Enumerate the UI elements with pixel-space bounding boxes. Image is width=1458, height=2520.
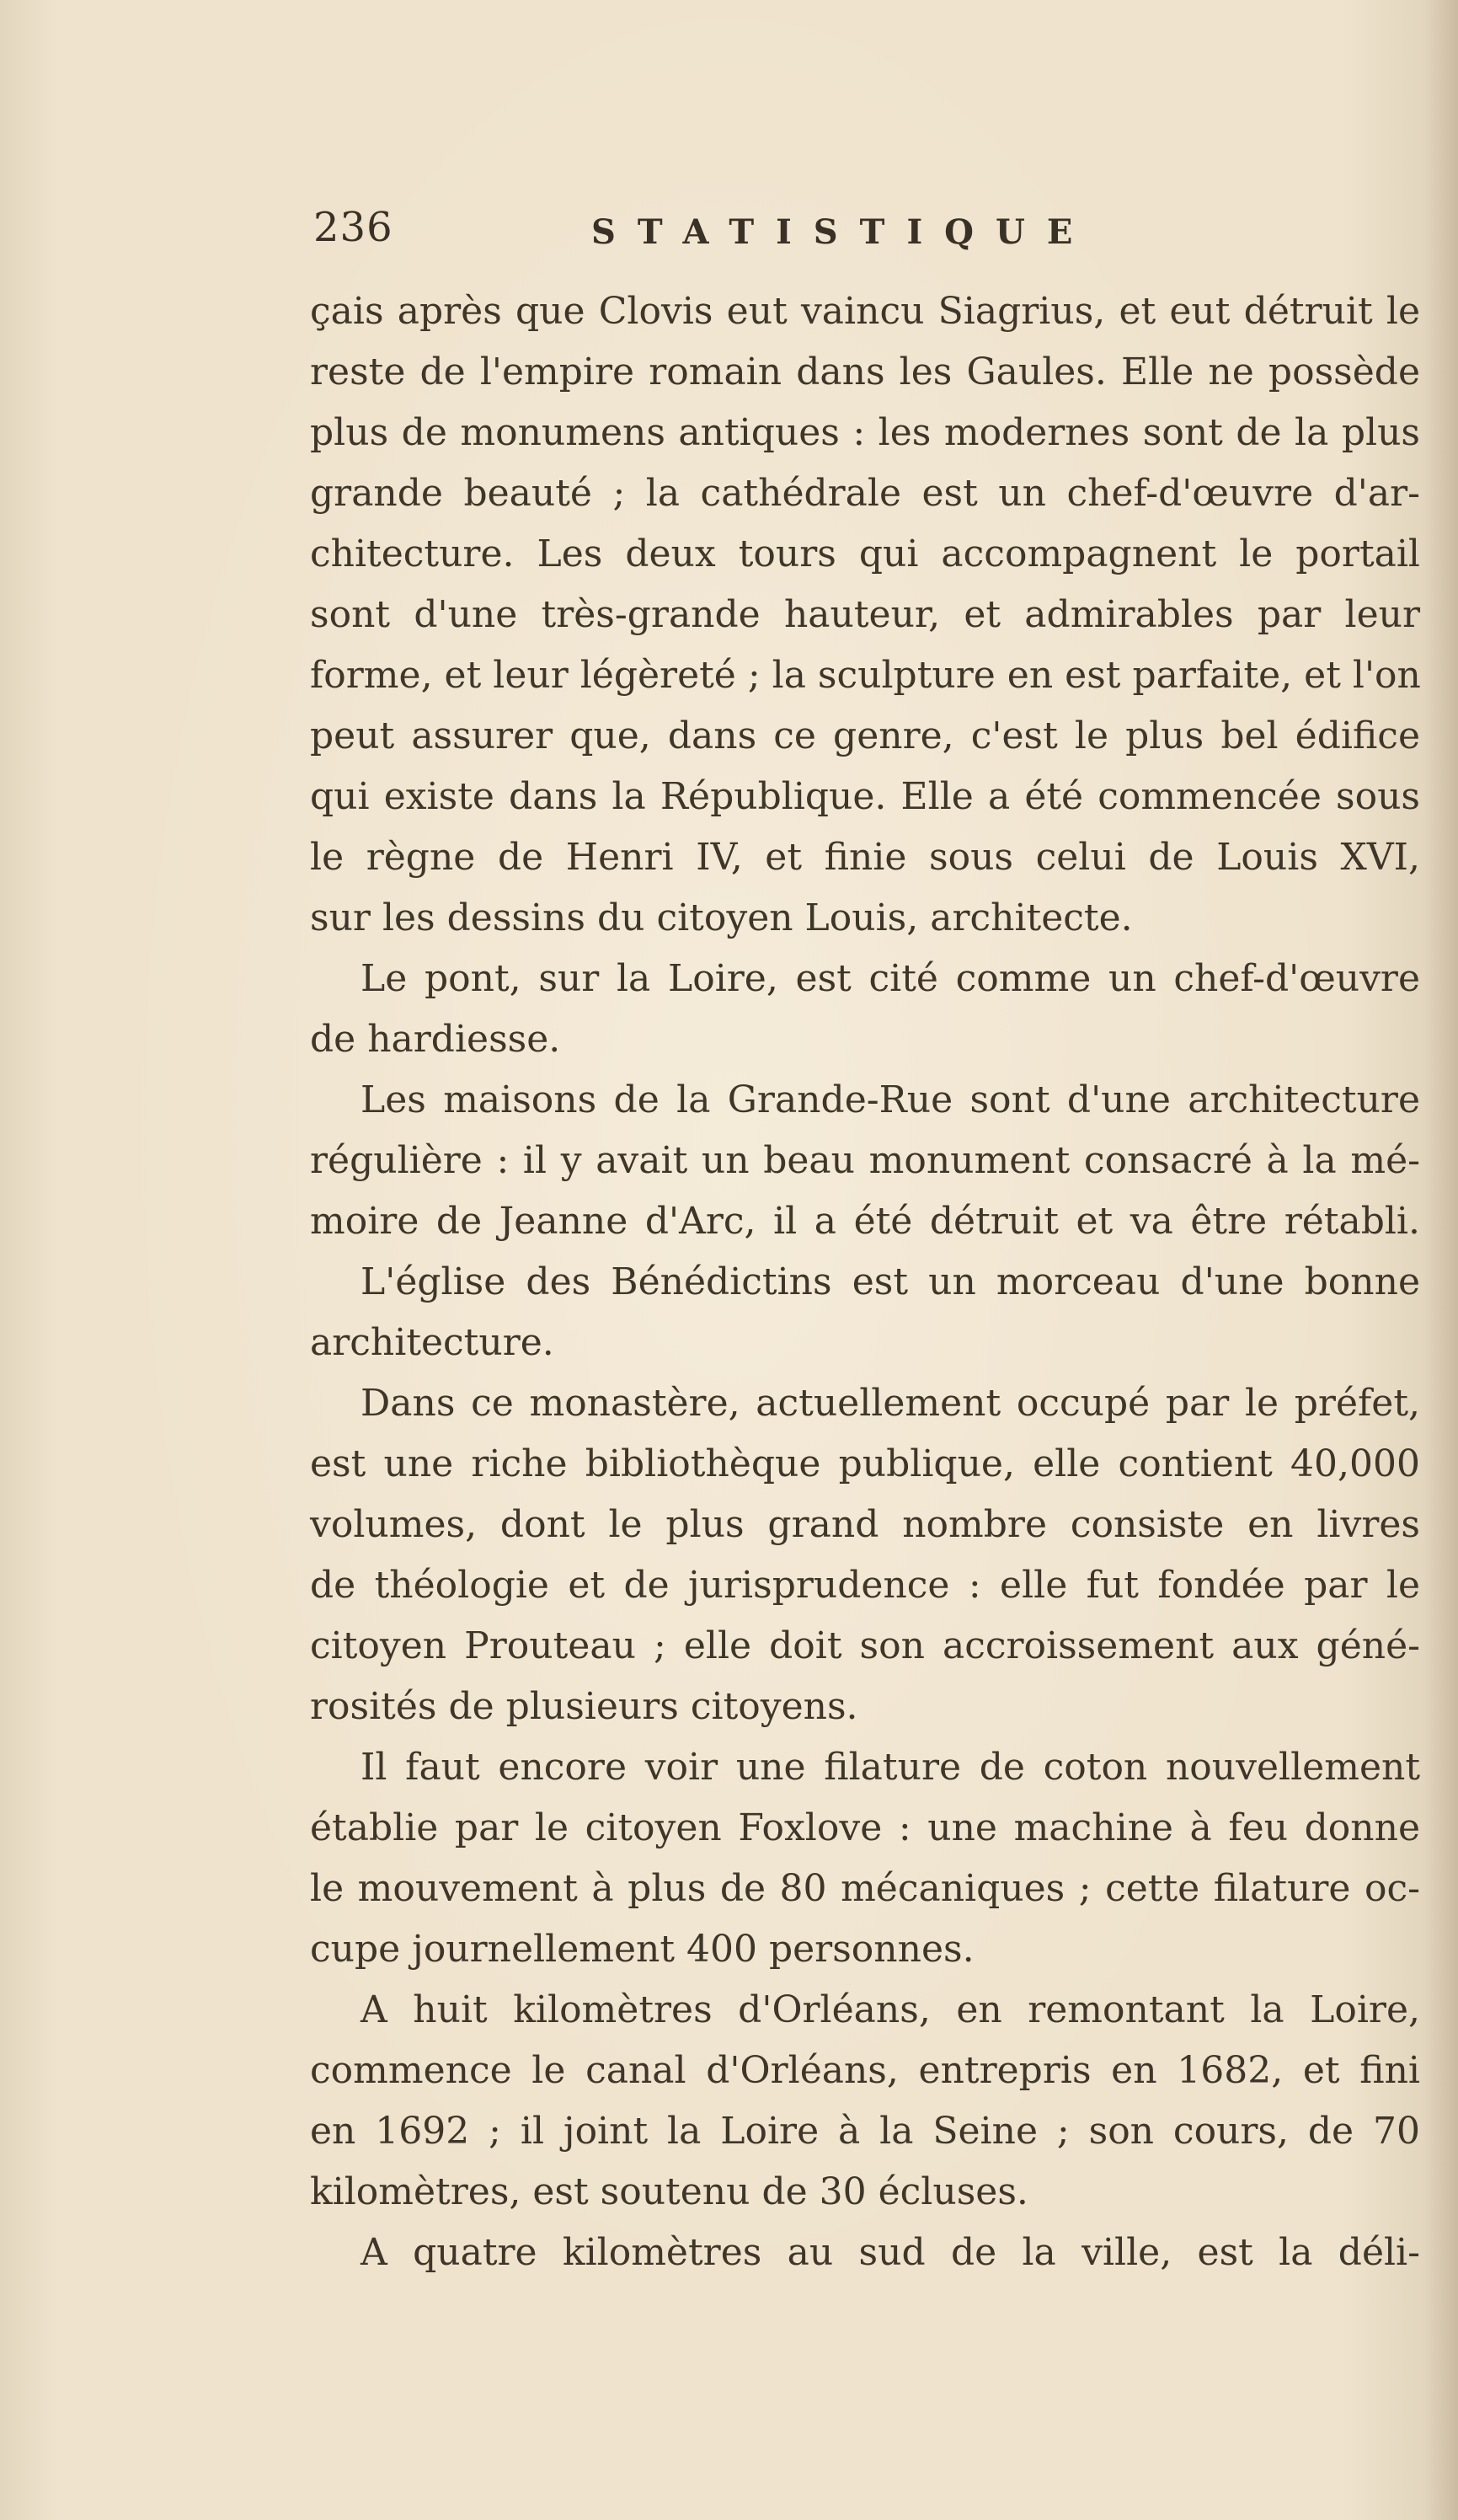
text-line: établie par le citoyen Foxlove : une machine à feu donne: [310, 1806, 1420, 1849]
text-line: Dans ce monastère, actuellement occupé par le préfet,: [360, 1382, 1420, 1425]
text-line: Il faut encore voir une filature de coton nouvellement: [360, 1746, 1420, 1789]
text-line: de théologie et de jurisprudence : elle fut fondée par le: [310, 1564, 1420, 1607]
text-line: L'église des Bénédictins est un morceau d'une bonne: [360, 1260, 1420, 1303]
text-line: régulière : il y avait un beau monument consacré à la mé-: [310, 1139, 1420, 1182]
text-line: sur les dessins du citoyen Louis, architecte.: [310, 896, 1133, 939]
text-line: volumes, dont le plus grand nombre consiste en livres: [310, 1503, 1420, 1546]
text-line: est une riche bibliothèque publique, elle contient 40,000: [310, 1442, 1420, 1485]
text-line: A huit kilomètres d'Orléans, en remontant la Loire,: [360, 1988, 1420, 2031]
text-line: çais après que Clovis eut vaincu Siagrius, et eut détruit le: [310, 290, 1420, 333]
text-line: Les maisons de la Grande-Rue sont d'une architecture: [360, 1078, 1420, 1121]
text-line: moire de Jeanne d'Arc, il a été détruit et va être rétabli.: [310, 1200, 1420, 1243]
text-line: cupe journellement 400 personnes.: [310, 1928, 975, 1971]
text-line: qui existe dans la République. Elle a été commencée sous: [310, 775, 1420, 818]
text-line: de hardiesse.: [310, 1018, 561, 1061]
text-line: architecture.: [310, 1321, 554, 1364]
body-text: [310, 281, 1420, 2283]
page-edge-shadow: [1424, 0, 1458, 2520]
page-header: [313, 204, 1156, 263]
text-line: A quatre kilomètres au sud de la ville, est la déli-: [360, 2231, 1420, 2274]
text-line: citoyen Prouteau ; elle doit son accroissement aux géné-: [310, 1624, 1420, 1667]
text-line: chitecture. Les deux tours qui accompagnent le portail: [310, 532, 1420, 575]
text-line: grande beauté ; la cathédrale est un chef-d'œuvre d'ar-: [310, 472, 1420, 515]
text-line: commence le canal d'Orléans, entrepris en 1682, et fini: [310, 2049, 1420, 2092]
text-line: rosités de plusieurs citoyens.: [310, 1685, 858, 1728]
text-line: le règne de Henri IV, et finie sous celui de Louis XVI,: [310, 836, 1420, 879]
text-line: le mouvement à plus de 80 mécaniques ; cette filature oc-: [310, 1867, 1420, 1910]
text-line: Le pont, sur la Loire, est cité comme un chef-d'œuvre: [360, 957, 1420, 1000]
text-line: plus de monumens antiques : les modernes sont de la plus: [310, 411, 1420, 454]
page-number: 236: [313, 204, 393, 251]
text-line: peut assurer que, dans ce genre, c'est le plus bel édifice: [310, 714, 1420, 757]
text-line: sont d'une très-grande hauteur, et admirables par leur: [310, 593, 1420, 636]
text-line: reste de l'empire romain dans les Gaules. Elle ne possède: [310, 350, 1420, 393]
text-line: kilomètres, est soutenu de 30 écluses.: [310, 2170, 1028, 2213]
text-line: forme, et leur légèreté ; la sculpture en est parfaite, et l'on: [310, 654, 1421, 697]
running-head: STATISTIQUE: [591, 212, 1095, 252]
text-line: en 1692 ; il joint la Loire à la Seine ; son cours, de 70: [310, 2110, 1420, 2153]
